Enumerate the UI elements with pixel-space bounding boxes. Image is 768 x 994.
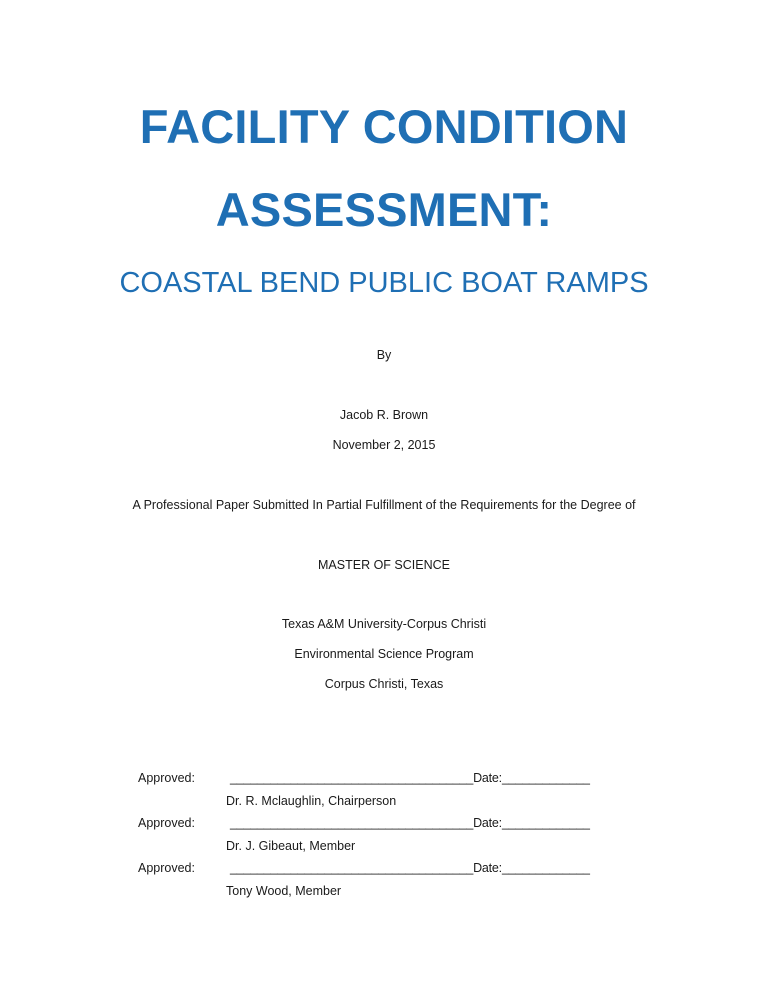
approver-name: Dr. R. Mclaughlin, Chairperson — [226, 793, 397, 808]
approver-row — [138, 838, 658, 861]
approval-label: Approved: — [138, 861, 195, 875]
approver-name: Tony Wood, Member — [226, 883, 342, 898]
signature-date-line: ____________________________________Date:_____________ — [230, 771, 590, 785]
by-label: By — [376, 348, 392, 362]
approval-block — [138, 770, 658, 905]
university-name: Texas A&M University-Corpus Christi — [281, 617, 487, 631]
author-name: Jacob R. Brown — [339, 408, 429, 422]
approver-name: Dr. J. Gibeaut, Member — [226, 838, 356, 853]
approval-row — [138, 860, 658, 883]
approver-row — [138, 793, 658, 816]
document-subtitle: COASTAL BEND PUBLIC BOAT RAMPS — [119, 267, 649, 299]
approval-label: Approved: — [138, 771, 195, 785]
degree-name: MASTER OF SCIENCE — [318, 558, 450, 572]
signature-date-line: ____________________________________Date:_____________ — [230, 861, 590, 875]
approver-row — [138, 883, 658, 906]
document-date: November 2, 2015 — [332, 438, 436, 452]
signature-date-line: ____________________________________Date:_____________ — [230, 816, 590, 830]
document-title-line-2: ASSESSMENT: — [215, 183, 553, 236]
program-name: Environmental Science Program — [294, 647, 474, 661]
approval-row — [138, 815, 658, 838]
submission-statement: A Professional Paper Submitted In Partial Fulfillment of the Requirements for the Degree of — [132, 498, 636, 512]
institution-location: Corpus Christi, Texas — [324, 677, 444, 691]
document-title-line-1: FACILITY CONDITION — [139, 100, 629, 153]
approval-row — [138, 770, 658, 793]
approval-label: Approved: — [138, 816, 195, 830]
